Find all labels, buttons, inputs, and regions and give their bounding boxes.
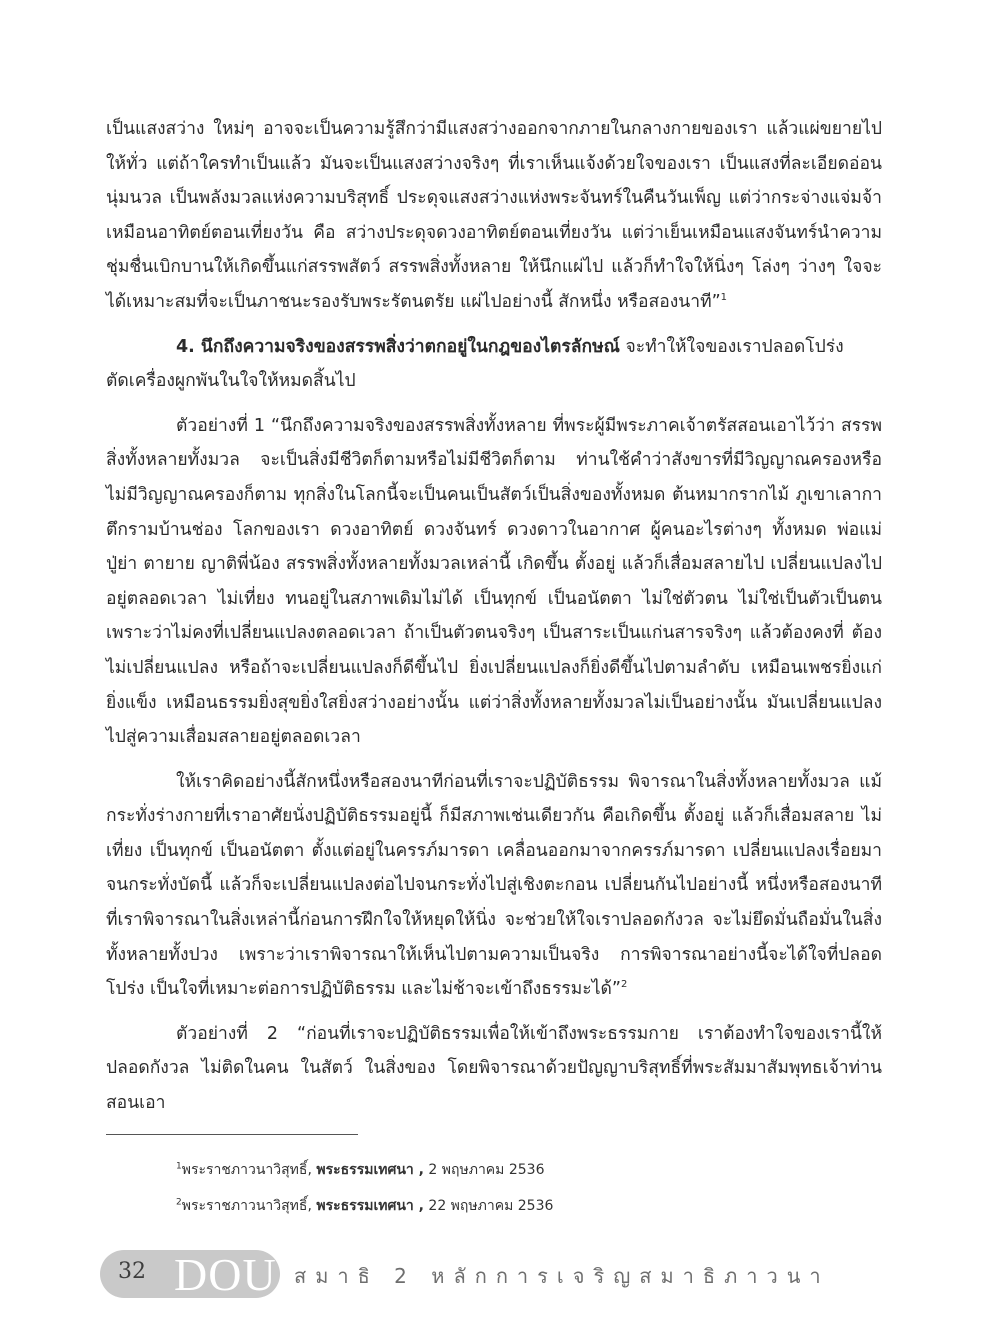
paragraph-continuation [106, 112, 882, 320]
footnote-author: พระราชภาวนาวิสุทธิ์, [181, 1162, 317, 1178]
footnote-title: พระธรรมเทศนา , [316, 1198, 424, 1214]
footnote-date: 2 พฤษภาคม 2536 [423, 1162, 545, 1178]
footnote-divider [106, 1134, 358, 1135]
example-1-reflection-paragraph [106, 765, 882, 1007]
course-title: สมาธิ 2 หลักการเจริญสมาธิภาวนา [294, 1264, 830, 1288]
footnote-author: พระราชภาวนาวิสุทธิ์, [181, 1198, 317, 1214]
footnote-ref-1: 1 [720, 292, 728, 304]
page-footer [100, 1249, 830, 1300]
paragraph-text: เป็นแสงสว่าง ใหม่ๆ อาจจะเป็นความรู้สึกว่ามีแสงสว่างออกจากภายในกลางกายของเรา แล้วแผ่ขยายไปให้ทั่ว แต่ถ้าใครทำเป็นแล้ว มันจะเป็นแสงสว่างจริงๆ ที่เราเห็นแจ้งด้วยใจของเรา เป็นแสงที่ละเอียดอ่อนนุ่มนวล เป็นพลังมวลแห่งความบริสุทธิ์ ประดุจแสงสว่างแห่งพระจันทร์ในคืนวันเพ็ญ แต่ว่ากระจ่างแจ่มจ้าเหมือนอาทิตย์ตอนเที่ยงวัน คือ สว่างประดุจดวงอาทิตย์ตอนเที่ยงวัน แต่ว่าเย็นเหมือนแสงจันทร์นำความชุ่มชื่นเบิกบานให้เกิดขึ้นแก่สรรพสัตว์ สรรพสิ่งทั้งหลาย ให้นึกแผ่ไป แล้วก็ทำใจให้นิ่งๆ โล่งๆ ว่างๆ ใจจะได้เหมาะสมที่จะเป็นภาชนะรองรับพระรัตนตรัย แผ่ไปอย่างนี้ สักหนึ่ง หรือสองนาที” [106, 119, 882, 312]
footnote-mark: 2 [176, 1197, 182, 1208]
footnote-title: พระธรรมเทศนา , [316, 1162, 424, 1178]
item-4-paragraph-continued: ตัดเครื่องผูกพันในใจให้หมดสิ้นไป [106, 371, 356, 392]
footnote-mark: 1 [176, 1161, 182, 1172]
footer-badge [100, 1250, 280, 1298]
footnote-1 [176, 1160, 544, 1180]
item-4-heading: 4. นึกถึงความจริงของสรรพสิ่งว่าตกอยู่ในกฎของไตรลักษณ์ [176, 336, 620, 357]
item-4-paragraph [106, 330, 882, 365]
example-1-paragraph: ตัวอย่างที่ 1 “นึกถึงความจริงของสรรพสิ่งทั้งหลาย ที่พระผู้มีพระภาคเจ้าตรัสสอนเอาไว้ว่า สรรพสิ่งทั้งหลายทั้งมวล จะเป็นสิ่งมีชีวิตก็ตามหรือไม่มีชีวิตก็ตาม ท่านใช้คำว่าสังขารที่มีวิญญาณครองหรือไม่มีวิญญาณครองก็ตาม ทุกสิ่งในโลกนี้จะเป็นคนเป็นสัตว์เป็นสิ่งของทั้งหมด ต้นหมากรากไม้ ภูเขาเลากา ตึกรามบ้านช่อง โลกของเรา ดวงอาทิตย์ ดวงจันทร์ ดวงดาวในอากาศ ผู้คนอะไรต่างๆ ทั้งหมด พ่อแม่ ปู่ย่า ตายาย ญาติพี่น้อง สรรพสิ่งทั้งหลายทั้งมวลเหล่านี้ เกิดขึ้น ตั้งอยู่ แล้วก็เสื่อมสลายไป เปลี่ยนแปลงไปอยู่ตลอดเวลา ไม่เที่ยง ทนอยู่ในสภาพเดิมไม่ได้ เป็นทุกข์ เป็นอนัตตา ไม่ใช่ตัวตน ไม่ใช่เป็นตัวเป็นตน เพราะว่าไม่คงที่เปลี่ยนแปลงตลอดเวลา ถ้าเป็นตัวตนจริงๆ เป็นสาระเป็นแก่นสารจริงๆ แล้วต้องคงที่ ต้องไม่เปลี่ยนแปลง หรือถ้าจะเปลี่ยนแปลงก็ดีขึ้นไป ยิ่งเปลี่ยนแปลงก็ยิ่งดีขึ้นไปตามลำดับ เหมือนเพชรยิ่งแก่ยิ่งแข็ง เหมือนธรรมยิ่งสุขยิ่งใสยิ่งสว่างอย่างนั้น แต่ว่าสิ่งทั้งหลายทั้งมวลไม่เป็นอย่างนั้น มันเปลี่ยนแปลงไปสู่ความเสื่อมสลายอยู่ตลอดเวลา [106, 415, 882, 748]
page-number: 32 [118, 1259, 146, 1284]
body-text [106, 112, 882, 1121]
brand-logo: DOU [174, 1249, 277, 1300]
item-4-text: จะทำให้ใจของเราปลอดโปร่ง [619, 336, 844, 357]
footnote-ref-2: 2 [620, 979, 628, 991]
paragraph-text: ให้เราคิดอย่างนี้สักหนึ่งหรือสองนาทีก่อนที่เราจะปฏิบัติธรรม พิจารณาในสิ่งทั้งหลายทั้งมวล แม้กระทั่งร่างกายที่เราอาศัยนั่งปฏิบัติธรรมอยู่นี้ ก็มีสภาพเช่นเดียวกัน คือเกิดขึ้น ตั้งอยู่ แล้วก็เสื่อมสลาย ไม่เที่ยง เป็นทุกข์ เป็นอนัตตา ตั้งแต่อยู่ในครรภ์มารดา เคลื่อนออกมาจากครรภ์มารดา เปลี่ยนแปลงเรื่อยมาจนกระทั่งบัดนี้ แล้วก็จะเปลี่ยนแปลงต่อไปจนกระทั่งไปสู่เชิงตะกอน เปลี่ยนกันไปอย่างนี้ หนึ่งหรือสองนาทีที่เราพิจารณาในสิ่งเหล่านี้ก่อนการฝึกใจให้หยุดให้นิ่ง จะช่วยให้ใจเราปลอดกังวล จะไม่ยึดมั่นถือมั่นในสิ่งทั้งหลายทั้งปวง เพราะว่าเราพิจารณาให้เห็นไปตามความเป็นจริง การพิจารณาอย่างนี้จะได้ใจที่ปลอดโปร่ง เป็นใจที่เหมาะต่อการปฏิบัติธรรม และไม่ช้าจะเข้าถึงธรรมะได้” [106, 771, 882, 1000]
footnote-2 [176, 1196, 553, 1216]
example-2-paragraph: ตัวอย่างที่ 2 “ก่อนที่เราจะปฏิบัติธรรมเพื่อให้เข้าถึงพระธรรมกาย เราต้องทำใจของเรานี้ให้ปลอดกังวล ไม่ติดในคน ในสัตว์ ในสิ่งของ โดยพิจารณาด้วยปัญญาบริสุทธิ์ที่พระสัมมาสัมพุทธเจ้าท่านสอนเอา [106, 1023, 882, 1114]
footnote-date: 22 พฤษภาคม 2536 [423, 1198, 554, 1214]
